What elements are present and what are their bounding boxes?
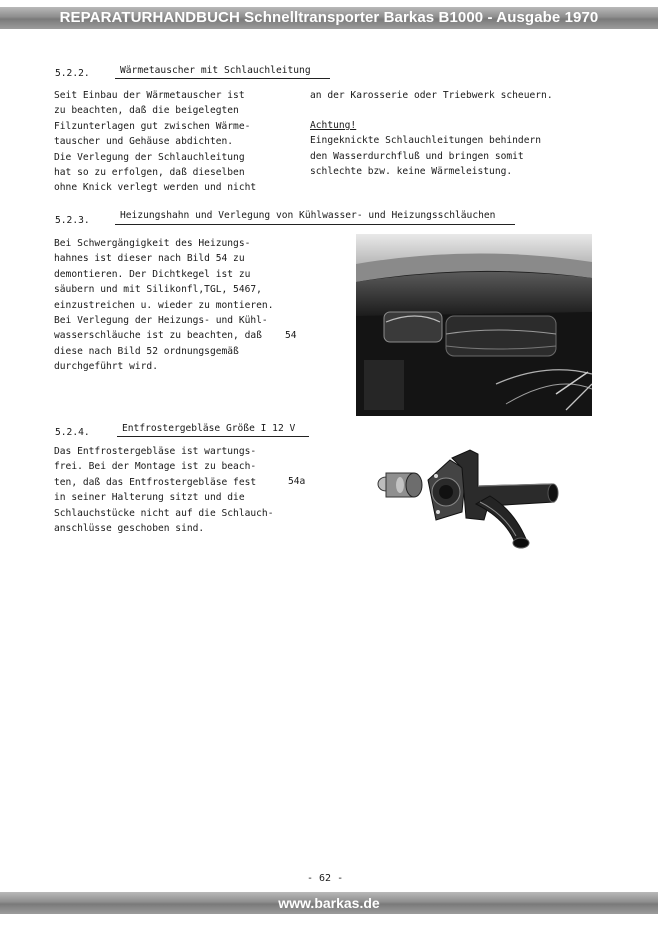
paragraph [54,236,274,375]
text-line: einzustreichen u. wieder zu montieren. [54,299,274,311]
header-title: REPARATURHANDBUCH Schnelltransporter Barkas B1000 - Ausgabe 1970 [0,7,658,29]
figure-label: 54a [288,476,306,487]
text-line: hat so zu erfolgen, daß dieselben [54,167,245,179]
section-number: 5.2.4. [55,427,90,438]
title-underline [117,436,309,437]
text-line: ohne Knick verlegt werden und nicht [54,182,257,194]
section-title: Entfrostergebläse Größe I 12 V [122,423,296,434]
text-line: diese nach Bild 52 ordnungsgemäß [54,345,239,357]
paragraph [54,88,256,196]
text-line: Schlauchstücke nicht auf die Schlauch- [54,507,274,519]
text-line: zu beachten, daß die beigelegten [54,105,239,117]
text-line: demontieren. Der Dichtkegel ist zu [54,268,251,280]
text-line: anschlüsse geschoben sind. [54,523,205,535]
section-number: 5.2.3. [55,215,90,226]
section-title: Heizungshahn und Verlegung von Kühlwasser- und Heizungsschläuchen [120,210,496,221]
text-line: Bei Verlegung der Heizungs- und Kühl- [54,315,268,327]
page-number: - 62 - [307,873,344,884]
text-line: ten, daß das Entfrostergebläse fest [54,476,257,488]
text-line: wasserschläuche ist zu beachten, daß [54,330,262,342]
text-line: hahnes ist dieser nach Bild 54 zu [54,253,245,265]
text-line: frei. Bei der Montage ist zu beach- [54,461,257,473]
defroster-blower-photo [366,440,562,552]
figure-label: 54 [285,330,297,341]
text-line: Seit Einbau der Wärmetauscher ist [54,90,245,101]
text-line: durchgeführt wird. [54,361,158,373]
title-underline [115,224,515,225]
text-line: in seiner Halterung sitzt und die [54,492,245,504]
text-line: Filzunterlagen gut zwischen Wärme- [54,120,251,132]
footer-url[interactable]: www.barkas.de [0,892,658,914]
text-line: Eingeknickte Schlauchleitungen behindern [310,135,542,147]
text-line: Das Entfrostergebläse ist wartungs- [54,446,257,457]
text-line: tauscher und Gehäuse abdichten. [54,136,234,148]
warning-label: Achtung! [310,120,357,131]
text-line: säubern und mit Silikonfl,TGL, 5467, [54,284,262,296]
paragraph [310,88,553,103]
text-line: den Wasserdurchfluß und bringen somit [310,150,524,162]
section-title: Wärmetauscher mit Schlauchleitung [120,65,311,76]
dashboard-heater-photo [356,234,592,416]
text-line: an der Karosserie oder Triebwerk scheuern. [310,90,553,101]
text-line: Die Verlegung der Schlauchleitung [54,151,245,163]
paragraph [54,444,274,536]
text-line: schlechte bzw. keine Wärmeleistung. [310,166,513,178]
section-number: 5.2.2. [55,68,90,79]
warning-paragraph [310,118,541,180]
title-underline [115,78,330,79]
text-line: Bei Schwergängigkeit des Heizungs- [54,238,251,249]
